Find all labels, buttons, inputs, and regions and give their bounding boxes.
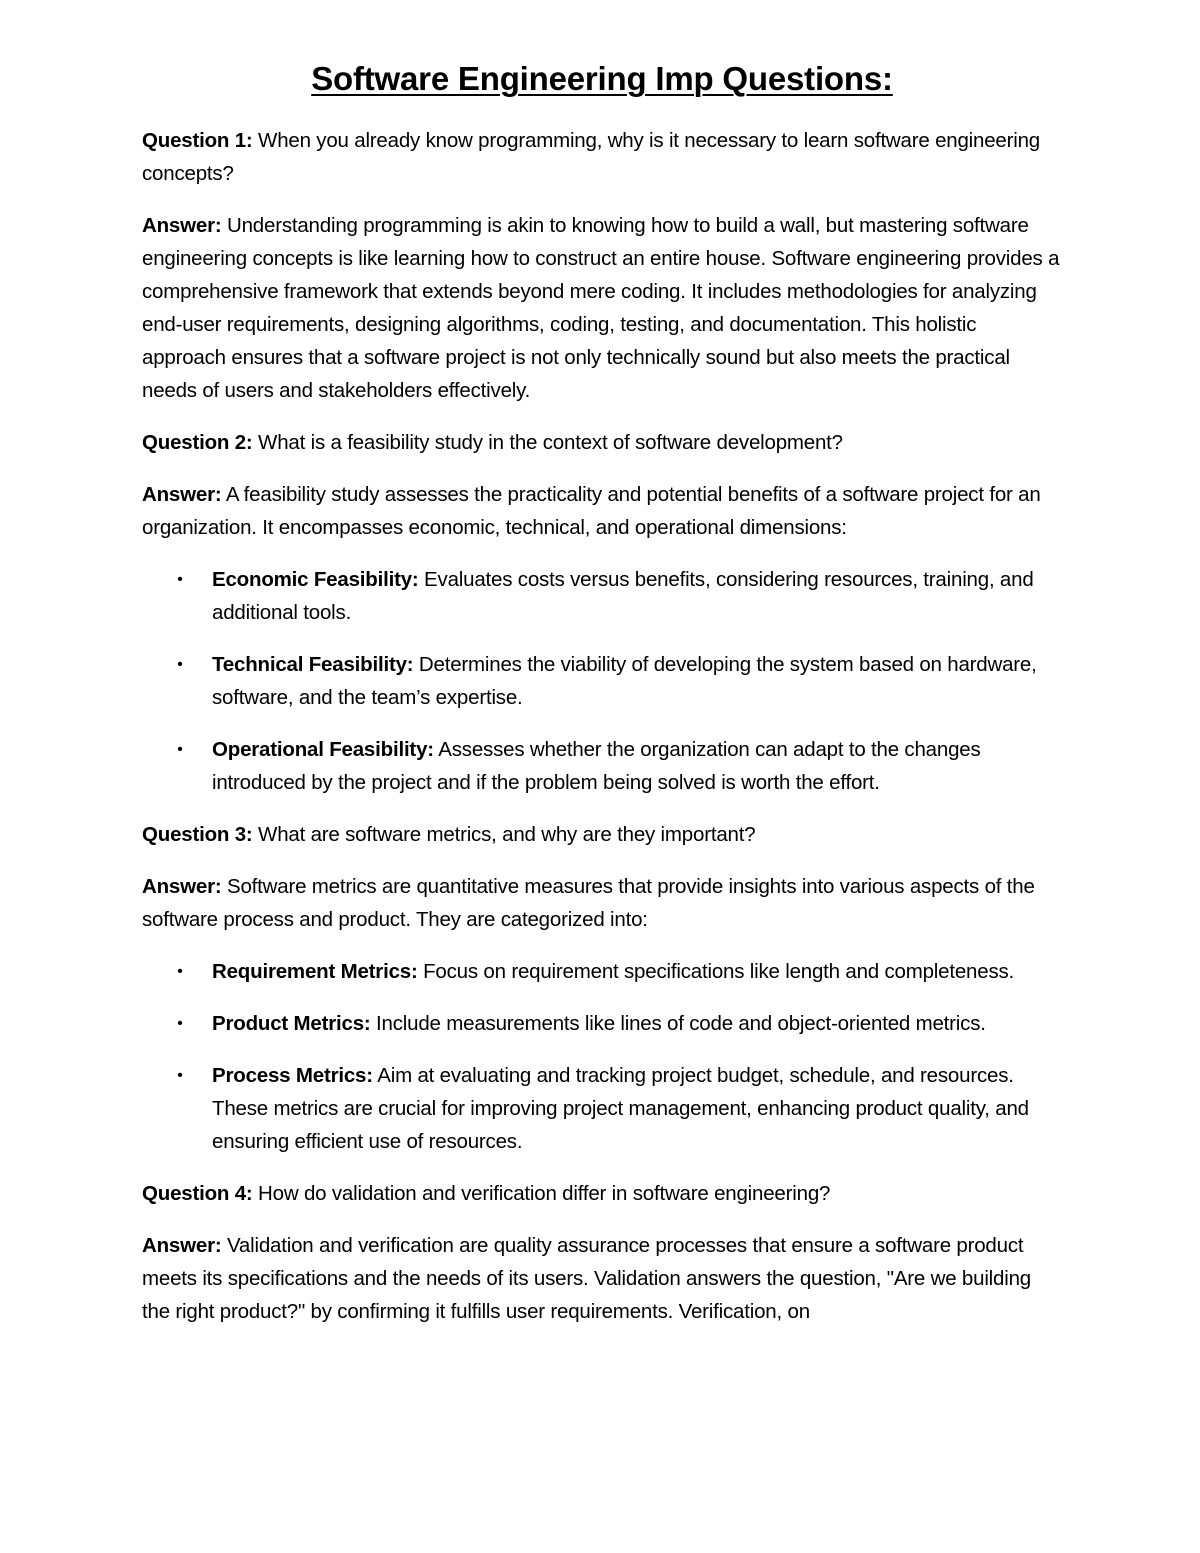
question-4-text: How do validation and verification differ in software engineering?	[252, 1182, 831, 1205]
list-item-text: Evaluates costs versus benefits, considering resources, training, and additional tools.	[212, 568, 1034, 624]
list-item	[177, 955, 1062, 988]
bullet-icon: •	[177, 741, 183, 758]
answer-4-label: Answer:	[142, 1234, 222, 1257]
answer-2-label: Answer:	[142, 483, 222, 506]
feasibility-list	[142, 563, 1062, 799]
answer-4-text: Validation and verification are quality assurance processes that ensure a software product meets its specifications and the needs of its users. Validation answers the question, "Are we building the right product?" by confirming it fulfills user requirements. Verification, on	[142, 1234, 1031, 1323]
list-item-label: Operational Feasibility:	[212, 738, 434, 761]
answer-1	[142, 209, 1062, 407]
list-item	[177, 563, 1062, 629]
question-4-label: Question 4:	[142, 1182, 253, 1205]
answer-1-label: Answer:	[142, 214, 222, 237]
list-item-label: Product Metrics:	[212, 1012, 371, 1035]
question-1	[142, 124, 1062, 190]
answer-1-text: Understanding programming is akin to knowing how to build a wall, but mastering software engineering concepts is like learning how to construct an entire house. Software engineering provides a comprehensive framework that extends beyond mere coding. It includes methodologies for analyzing end-user requirements, designing algorithms, coding, testing, and documentation. This holistic approach ensures that a software project is not only technically sound but also meets the practical needs of users and stakeholders effectively.	[142, 214, 1060, 402]
question-3	[142, 818, 1062, 851]
answer-3-text: Software metrics are quantitative measures that provide insights into various aspects of the software process and product. They are categorized into:	[142, 875, 1035, 931]
page-title: Software Engineering Imp Questions:	[311, 60, 893, 97]
question-2	[142, 426, 1062, 459]
list-item-text: Focus on requirement specifications like length and completeness.	[417, 960, 1015, 983]
question-3-label: Question 3:	[142, 823, 253, 846]
bullet-icon: •	[177, 1067, 183, 1084]
answer-4	[142, 1229, 1062, 1328]
list-item-label: Economic Feasibility:	[212, 568, 419, 591]
bullet-icon: •	[177, 571, 183, 588]
list-item-text: Include measurements like lines of code and object-oriented metrics.	[370, 1012, 986, 1035]
question-1-text: When you already know programming, why is it necessary to learn software engineering concepts?	[142, 129, 1041, 185]
list-item-label: Requirement Metrics:	[212, 960, 418, 983]
list-item-text: Assesses whether the organization can adapt to the changes introduced by the project and if the problem being solved is worth the effort.	[212, 738, 981, 794]
metrics-list	[142, 955, 1062, 1158]
list-item	[177, 1059, 1062, 1158]
list-item-label: Technical Feasibility:	[212, 653, 414, 676]
answer-3-label: Answer:	[142, 875, 222, 898]
question-1-label: Question 1:	[142, 129, 253, 152]
list-item	[177, 648, 1062, 714]
question-2-label: Question 2:	[142, 431, 253, 454]
answer-3	[142, 870, 1062, 936]
bullet-icon: •	[177, 656, 183, 673]
question-4	[142, 1177, 1062, 1210]
question-2-text: What is a feasibility study in the context of software development?	[252, 431, 843, 454]
question-3-text: What are software metrics, and why are they important?	[252, 823, 756, 846]
answer-2-text: A feasibility study assesses the practicality and potential benefits of a software project for an organization. It encompasses economic, technical, and operational dimensions:	[142, 483, 1041, 539]
list-item	[177, 733, 1062, 799]
bullet-icon: •	[177, 1015, 183, 1032]
answer-2	[142, 478, 1062, 544]
list-item-label: Process Metrics:	[212, 1064, 373, 1087]
list-item-text: Determines the viability of developing the system based on hardware, software, and the team’s expertise.	[212, 653, 1037, 709]
document-page	[142, 56, 1062, 1347]
list-item	[177, 1007, 1062, 1040]
list-item-text: Aim at evaluating and tracking project budget, schedule, and resources. These metrics are crucial for improving project management, enhancing product quality, and ensuring efficient use of resources.	[212, 1064, 1029, 1153]
bullet-icon: •	[177, 963, 183, 980]
